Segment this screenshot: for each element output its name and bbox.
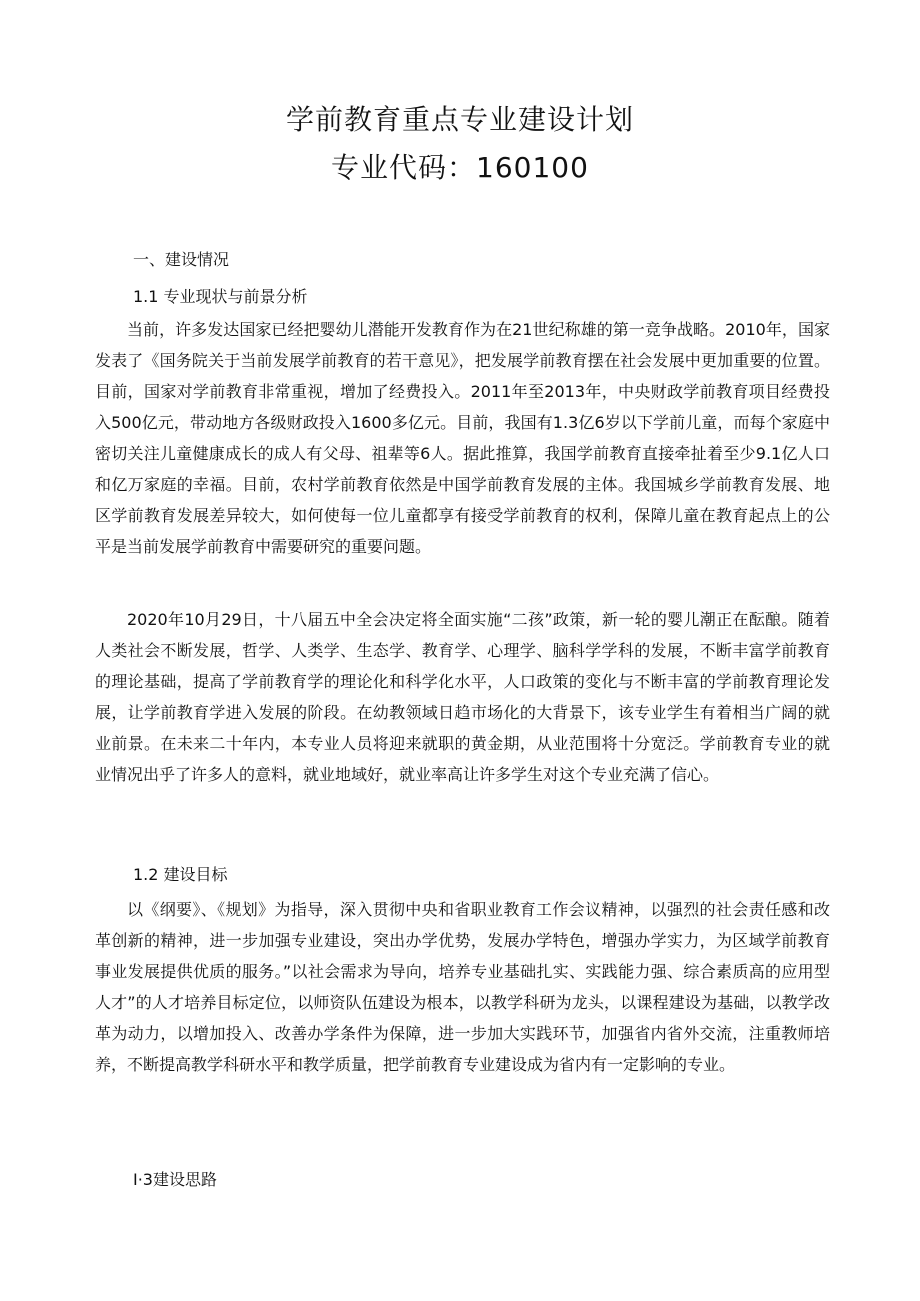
paragraph-status-analysis: 当前，许多发达国家已经把婴幼儿潜能开发教育作为在21世纪称雄的第一竞争战略。2010年，国家发表了《国务院关于当前发展学前教育的若干意见》，把发展学前教育摆在社会发展中更加重要的位置。目前，国家对学前教育非常重视，增加了经费投入。2011年至2013年，中央财政学前教育项目经费投入500亿元，带动地方各级财政投入1600多亿元。目前，我国有1.3亿6岁以下学前儿童，而每个家庭中密切关注儿童健康成长的成人有父母、祖辈等6人。据此推算，我国学前教育直接牵扯着至少9.1亿人口和亿万家庭的幸福。目前，农村学前教育依然是中国学前教育发展的主体。我国城乡学前教育发展、地区学前教育发展差异较大，如何使每一位儿童都享有接受学前教育的权利，保障儿童在教育起点上的公平是当前发展学前教育中需要研究的重要问题。 xyxy=(95,320,830,556)
paragraph-goals: 以《纲要》、《规划》为指导，深入贯彻中央和省职业教育工作会议精神，以强烈的社会责任感和改革创新的精神，进一步加强专业建设，突出办学优势，发展办学特色，增强办学实力，为区域学前教育事业发展提供优质的服务。”以社会需求为导向，培养专业基础扎实、实践能力强、综合素质高的应用型人才”的人才培养目标定位，以师资队伍建设为根本，以教学科研为龙头，以课程建设为基础，以教学改革为动力，以增加投入、改善办学条件为保障，进一步加大实践环节，加强省内省外交流，注重教师培养，不断提高教学科研水平和教学质量，把学前教育专业建设成为省内有一定影响的专业。 xyxy=(95,900,830,1074)
section-1-heading: 一、建设情况 xyxy=(133,250,230,269)
section-1-2-heading: 1.2 建设目标 xyxy=(133,865,228,884)
paragraph-prospects: 2020年10月29日，十八届五中全会决定将全面实施“二孩”政策，新一轮的婴儿潮正在酝酿。随着人类社会不断发展，哲学、人类学、生态学、教育学、心理学、脑科学学科的发展，不断丰富学前教育的理论基础，提高了学前教育学的理论化和科学化水平，人口政策的变化与不断丰富的学前教育理论发展，让学前教育学进入发展的阶段。在幼教领域日趋市场化的大背景下，该专业学生有着相当广阔的就业前景。在未来二十年内，本专业人员将迎来就职的黄金期，从业范围将十分宽泛。学前教育专业的就业情况出乎了许多人的意料，就业地域好，就业率高让许多学生对这个专业充满了信心。 xyxy=(95,610,830,784)
section-1-3-heading: I·3建设思路 xyxy=(133,1170,217,1189)
document-title: 学前教育重点专业建设计划 xyxy=(285,103,634,136)
section-1-1-heading: 1.1 专业现状与前景分析 xyxy=(133,287,308,306)
major-code: 专业代码：160100 xyxy=(331,151,589,184)
